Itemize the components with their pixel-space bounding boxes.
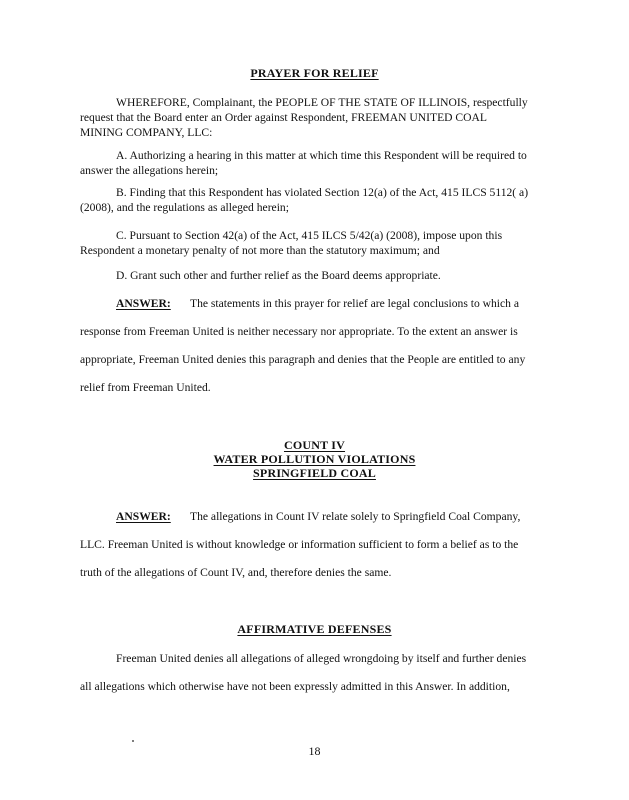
- affirmative-defenses-line-2: all allegations which otherwise have not been expressly admitted in this Answer. In addition,: [80, 680, 510, 693]
- scan-speck: [132, 740, 134, 742]
- answer-text: The statements in this prayer for relief are legal conclusions to which a: [190, 297, 520, 310]
- answer-text: The allegations in Count IV relate solely to Springfield Coal Company,: [190, 510, 521, 523]
- count-iv-answer-line-2: LLC. Freeman United is without knowledge or information sufficient to form a belief as to the: [80, 538, 519, 551]
- item-b-line: B. Finding that this Respondent has violated Section 12(a) of the Act, 415 ILCS 5112( a): [116, 186, 529, 199]
- prayer-intro-line: WHEREFORE, Complainant, the PEOPLE OF THE STATE OF ILLINOIS, respectfully: [116, 96, 528, 109]
- count-iv-answer-line-3: truth of the allegations of Count IV, and, therefore denies the same.: [80, 566, 392, 579]
- prayer-intro: [80, 95, 556, 140]
- prayer-item-b: [80, 185, 556, 215]
- defenses-text: Freeman United denies all allegations of alleged wrongdoing by itself and further denies: [116, 652, 527, 665]
- item-c-line: Respondent a monetary penalty of not more than the statutory maximum; and: [80, 244, 440, 257]
- count-iv-answer-line-1: [80, 510, 556, 523]
- count-iv-subheading: WATER POLLUTION VIOLATIONS: [213, 452, 416, 466]
- prayer-intro-line: request that the Board enter an Order against Respondent, FREEMAN UNITED COAL: [80, 111, 487, 124]
- count-iv-subheading: SPRINGFIELD COAL: [253, 466, 376, 480]
- item-d-line: D. Grant such other and further relief as the Board deems appropriate.: [116, 269, 441, 282]
- prayer-item-c: [80, 228, 556, 258]
- item-a-line: answer the allegations herein;: [80, 164, 219, 177]
- affirmative-defenses-line-1: [80, 652, 556, 665]
- count-iv-heading: COUNT IV: [283, 438, 346, 452]
- prayer-answer-line-3: appropriate, Freeman United denies this paragraph and denies that the People are entitled to any: [80, 353, 526, 366]
- prayer-answer-line-1: [80, 297, 556, 310]
- prayer-answer-line-4: relief from Freeman United.: [80, 381, 211, 394]
- page-number: 18: [308, 744, 321, 758]
- prayer-heading: PRAYER FOR RELIEF: [250, 66, 379, 80]
- prayer-item-a: [80, 148, 556, 178]
- item-c-line: C. Pursuant to Section 42(a) of the Act, 415 ILCS 5/42(a) (2008), impose upon this: [116, 229, 503, 242]
- answer-label: ANSWER:: [116, 510, 171, 523]
- affirmative-defenses-heading: AFFIRMATIVE DEFENSES: [237, 622, 392, 636]
- item-a-line: A. Authorizing a hearing in this matter at which time this Respondent will be required to: [116, 149, 527, 162]
- prayer-item-d: [80, 268, 556, 283]
- prayer-intro-line: MINING COMPANY, LLC:: [80, 126, 213, 139]
- prayer-answer-line-2: response from Freeman United is neither necessary nor appropriate. To the extent an answer is: [80, 325, 518, 338]
- answer-label: ANSWER:: [116, 297, 171, 310]
- item-b-line: (2008), and the regulations as alleged herein;: [80, 201, 289, 214]
